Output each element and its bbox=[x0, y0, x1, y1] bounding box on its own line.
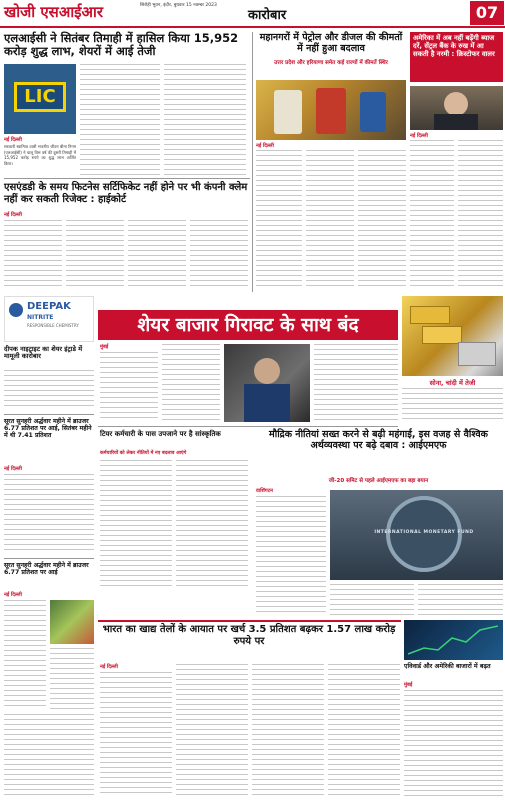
page-number: 07 bbox=[470, 1, 504, 25]
fuel-headline: महानगरों में पेट्रोल और डीजल की कीमतों में नहीं हुआ बदलाव bbox=[259, 32, 403, 54]
rates-byline: नई दिल्ली bbox=[410, 133, 428, 139]
rates-photo bbox=[410, 86, 503, 130]
imf-subhead: जी-20 समिट से पहले आईएमएफ का बड़ा बयान bbox=[328, 478, 429, 484]
column-rule bbox=[252, 32, 253, 292]
tier-subhead: कर्मचारियों को लेकर नीतियों में नए बदलाव आएंगे bbox=[100, 451, 187, 456]
deepak-logo-mark bbox=[9, 303, 23, 317]
court-headline: एसएंडडी के समय फिटनेस सर्टिफिकेट नहीं होने पर भी कंपनी क्लेम नहीं कर सकती रिजेक्ट : हाईकोर्ट bbox=[4, 182, 248, 205]
deepak-logo-tag: RESPONSIBLE CHEMISTRY bbox=[27, 323, 79, 328]
market-banner: शेयर बाजार गिरावट के साथ बंद bbox=[98, 310, 398, 340]
imf-body-col3 bbox=[418, 584, 503, 616]
rates-body-col2 bbox=[458, 140, 503, 290]
imf-headline: मौद्रिक नीतियां सख्त करने से बढ़ी महंगाई, इस वजह से वैश्विक अर्थव्यवस्था पर बढ़े दबाव : आईएमएफ bbox=[269, 429, 488, 451]
divider bbox=[4, 558, 94, 559]
market-trader-photo bbox=[224, 344, 310, 422]
section-title: कारोबार bbox=[248, 8, 287, 23]
us-markets-byline: मुंबई bbox=[404, 682, 413, 688]
exports-headline: सूरत सुनहरी अर्द्धवार महीने में ब्राउजर 6.77 प्रतिशत पर आई, सितंबर महीने में थी 7.41 प्रतिशत bbox=[4, 418, 92, 440]
court-byline: नई दिल्ली bbox=[4, 212, 22, 218]
cpi-body-2 bbox=[50, 648, 94, 710]
court-body-col2 bbox=[66, 220, 124, 290]
masthead-meta: सिरोही भुवन, इंदौर, बुधवार 15 नवम्बर 2023 bbox=[140, 3, 217, 8]
deepak-logo-sub: NITRITE bbox=[27, 314, 54, 321]
fuel-body-col1 bbox=[256, 150, 302, 290]
court-body-col4 bbox=[190, 220, 248, 290]
cpi-body bbox=[4, 600, 46, 710]
tier-body-col1 bbox=[100, 460, 172, 586]
market-byline: मुंबई bbox=[100, 344, 109, 350]
market-body-col2 bbox=[162, 344, 220, 422]
lic-headline: एलआईसी ने सितंबर तिमाही में हासिल किया 15,952 करोड़ शुद्ध लाभ, शेयरों में आई तेजी bbox=[4, 31, 239, 59]
lic-body-col2 bbox=[164, 64, 246, 176]
divider bbox=[4, 414, 94, 415]
lic-body bbox=[80, 64, 160, 176]
masthead-brand: खोजी एसआईआर bbox=[4, 3, 103, 21]
divider bbox=[98, 426, 398, 427]
us-markets-headline: एविवार्ड और अमेरिकी बाजारों में बढ़त bbox=[404, 663, 491, 670]
deepak-body bbox=[4, 370, 94, 410]
us-markets-body bbox=[404, 690, 503, 796]
lic-photo bbox=[4, 64, 76, 134]
oil-body-col4 bbox=[328, 664, 400, 796]
court-body-col3 bbox=[128, 220, 186, 290]
imf-seal-photo bbox=[330, 490, 503, 580]
fuel-pump-photo bbox=[256, 80, 406, 140]
imf-byline: वाशिंगटन bbox=[256, 488, 273, 494]
deepak-logo-name: DEEPAK bbox=[27, 301, 71, 312]
lic-lead: सरकारी स्वामित्व वाली भारतीय जीवन बीमा निगम (एलआईसी) ने चालू वित्त वर्ष की दूसरी तिमाही में 15,952 करोड़ रुपये का शुद्ध लाभ अर्जित किया। bbox=[4, 144, 76, 166]
fuel-body-col2 bbox=[306, 150, 354, 290]
lic-logo: LIC bbox=[14, 82, 66, 112]
imf-body-col2 bbox=[330, 584, 414, 616]
oil-body-col2 bbox=[176, 664, 248, 796]
lic-byline: नई दिल्ली bbox=[4, 137, 22, 143]
imf-seal-text: INTERNATIONAL MONETARY FUND bbox=[374, 530, 474, 535]
market-body-col1 bbox=[100, 352, 158, 422]
fuel-body-col3 bbox=[358, 150, 406, 290]
trend-line-icon bbox=[404, 620, 503, 660]
court-body-col1 bbox=[4, 220, 62, 290]
deepak-headline: दीपक नाइट्राइट का शेयर इंट्राडे में मामूली कारोबार bbox=[4, 345, 83, 361]
imf-body-col1 bbox=[256, 496, 326, 616]
oil-byline: नई दिल्ली bbox=[100, 664, 118, 670]
oil-headline: भारत का खाद्य तेलों के आयात पर खर्च 3.5 प्रतिशत बढ़कर 1.57 लाख करोड़ रुपये पर bbox=[102, 624, 396, 647]
fuel-subhead: उत्तर प्रदेश और हरियाणा समेत कई राज्यों में कीमतें स्थिर bbox=[274, 60, 388, 66]
divider bbox=[4, 178, 250, 179]
gold-body bbox=[402, 388, 503, 422]
oil-body-col1 bbox=[100, 672, 172, 796]
exports-continued-body bbox=[4, 714, 94, 796]
cpi-byline: नई दिल्ली bbox=[4, 592, 22, 598]
tier-headline: टियर कर्मचारी के पास उपजाने पर है सांस्कृतिक bbox=[100, 430, 221, 438]
fuel-byline: नई दिल्ली bbox=[256, 143, 274, 149]
rates-body-col1 bbox=[410, 140, 454, 290]
us-markets-chart-photo bbox=[404, 620, 503, 660]
market-body-col3 bbox=[314, 344, 398, 422]
exports-body bbox=[4, 474, 94, 554]
oil-body-col3 bbox=[252, 664, 324, 796]
gold-caption: सोना, चांदी में तेजी bbox=[429, 379, 476, 387]
tier-body-col2 bbox=[176, 460, 248, 586]
cpi-market-photo bbox=[50, 600, 94, 644]
cpi-headline: सूरत सुनहरी अर्द्धवार महीने में ब्राउजर 6.77 प्रतिशत पर आई bbox=[4, 562, 89, 577]
deepak-logo bbox=[4, 296, 94, 342]
gold-silver-photo bbox=[402, 296, 503, 376]
rates-headline: अमेरिका में अब नहीं बढ़ेंगी ब्याज दरें, सेंट्रल बैंक के रुख में आ सकती है नरमी : क्रिस्टोफर वालर bbox=[413, 34, 495, 59]
exports-byline: नई दिल्ली bbox=[4, 466, 22, 472]
